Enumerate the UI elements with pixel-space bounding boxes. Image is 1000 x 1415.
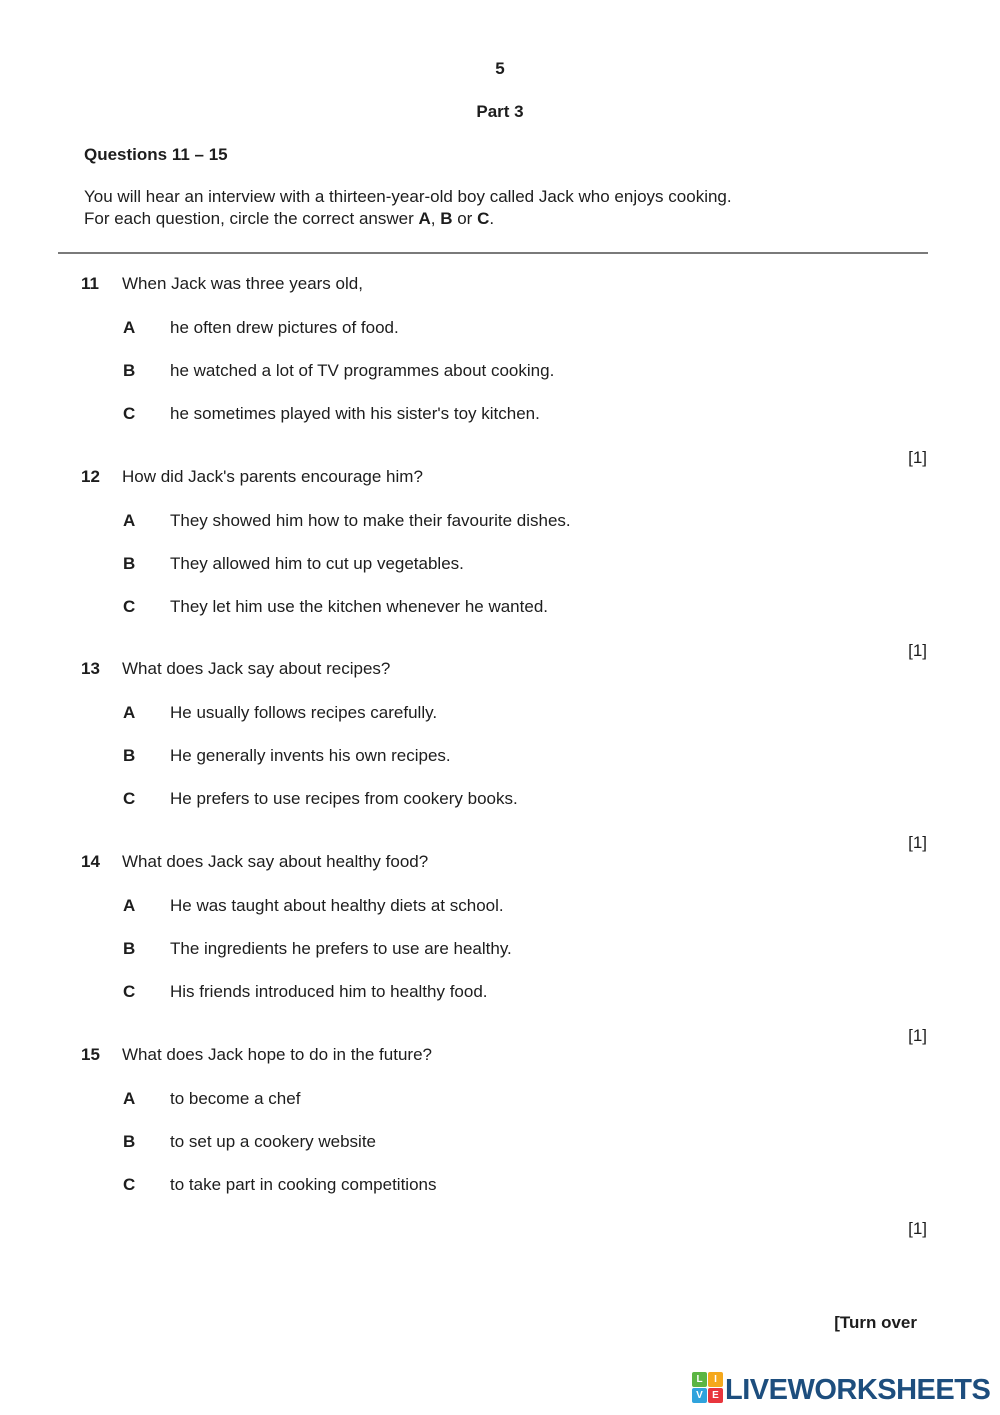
liveworksheets-logo-icon xyxy=(692,1372,723,1403)
option-text: They showed him how to make their favourite dishes. xyxy=(170,511,571,530)
question-12-head xyxy=(81,466,423,487)
page-number: 5 xyxy=(495,59,505,78)
question-14-option-a[interactable] xyxy=(123,895,504,916)
option-text: The ingredients he prefers to use are healthy. xyxy=(170,939,512,958)
logo-square-v: V xyxy=(692,1388,707,1403)
option-letter: B xyxy=(123,746,136,765)
option-text: He generally invents his own recipes. xyxy=(170,746,451,765)
option-text: He usually follows recipes carefully. xyxy=(170,703,438,722)
question-text: What does Jack hope to do in the future? xyxy=(122,1045,432,1064)
question-11-option-c[interactable] xyxy=(123,403,540,424)
option-text: They let him use the kitchen whenever he wanted. xyxy=(170,597,548,616)
question-number: 14 xyxy=(81,852,100,871)
horizontal-divider xyxy=(58,252,928,254)
logo-square-e: E xyxy=(708,1388,723,1403)
question-number: 13 xyxy=(81,659,100,678)
mark-badge: [1] xyxy=(908,641,927,660)
option-text: to take part in cooking competitions xyxy=(170,1175,437,1194)
question-text: What does Jack say about healthy food? xyxy=(122,852,429,871)
part-title: Part 3 xyxy=(476,102,524,121)
option-letter: C xyxy=(123,597,136,616)
question-12-option-a[interactable] xyxy=(123,510,571,531)
question-text: When Jack was three years old, xyxy=(122,274,363,293)
option-text: he watched a lot of TV programmes about cooking. xyxy=(170,361,555,380)
option-letter: A xyxy=(123,896,136,915)
option-letter: C xyxy=(123,404,136,423)
question-15-head xyxy=(81,1044,432,1065)
question-12-option-c[interactable] xyxy=(123,596,548,617)
question-11-option-b[interactable] xyxy=(123,360,554,381)
option-text: to become a chef xyxy=(170,1089,301,1108)
question-13-option-c[interactable] xyxy=(123,788,518,809)
question-number: 11 xyxy=(81,274,99,293)
questions-range-heading: Questions 11 – 15 xyxy=(84,145,228,164)
question-12-option-b[interactable] xyxy=(123,553,464,574)
question-11 xyxy=(81,273,927,465)
option-text: His friends introduced him to healthy food. xyxy=(170,982,488,1001)
mark-badge: [1] xyxy=(908,448,927,467)
question-text: How did Jack's parents encourage him? xyxy=(122,467,423,486)
mark-badge: [1] xyxy=(908,1026,927,1045)
option-letter: B xyxy=(123,1132,136,1151)
option-letter: A xyxy=(123,511,136,530)
question-14-option-b[interactable] xyxy=(123,938,512,959)
instructions-line1: You will hear an interview with a thirteen-year-old boy called Jack who enjoys cooking. xyxy=(84,187,732,206)
option-text: he sometimes played with his sister's toy kitchen. xyxy=(170,404,540,423)
option-text: He prefers to use recipes from cookery books. xyxy=(170,789,518,808)
logo-square-l: L xyxy=(692,1372,707,1387)
option-letter: B xyxy=(123,554,136,573)
question-number: 15 xyxy=(81,1045,100,1064)
option-letter: A xyxy=(123,318,136,337)
question-12 xyxy=(81,466,927,658)
instructions-line2: For each question, circle the correct answer A, B or C. xyxy=(84,208,495,228)
option-text: he often drew pictures of food. xyxy=(170,318,399,337)
option-text: They allowed him to cut up vegetables. xyxy=(170,554,464,573)
question-15-option-a[interactable] xyxy=(123,1088,300,1109)
question-text: What does Jack say about recipes? xyxy=(122,659,391,678)
question-11-option-a[interactable] xyxy=(123,317,399,338)
question-15-option-c[interactable] xyxy=(123,1174,436,1195)
turn-over-label: [Turn over xyxy=(834,1313,917,1332)
question-14-head xyxy=(81,851,428,872)
question-15 xyxy=(81,1044,927,1236)
question-15-option-b[interactable] xyxy=(123,1131,376,1152)
option-letter: A xyxy=(123,1089,136,1108)
question-13-option-a[interactable] xyxy=(123,702,437,723)
option-letter: B xyxy=(123,361,136,380)
option-text: to set up a cookery website xyxy=(170,1132,377,1151)
question-14-option-c[interactable] xyxy=(123,981,488,1002)
option-letter: C xyxy=(123,1175,136,1194)
option-letter: A xyxy=(123,703,136,722)
question-13-option-b[interactable] xyxy=(123,745,451,766)
question-13-head xyxy=(81,658,390,679)
question-13 xyxy=(81,658,927,850)
option-letter: C xyxy=(123,789,136,808)
option-letter: C xyxy=(123,982,136,1001)
question-number: 12 xyxy=(81,467,100,486)
question-14 xyxy=(81,851,927,1043)
liveworksheets-wordmark: LIVEWORKSHEETS xyxy=(725,1374,991,1406)
mark-badge: [1] xyxy=(908,1219,927,1238)
logo-square-i: I xyxy=(708,1372,723,1387)
mark-badge: [1] xyxy=(908,833,927,852)
option-letter: B xyxy=(123,939,136,958)
liveworksheets-logo xyxy=(692,1372,990,1406)
question-11-head xyxy=(81,273,363,294)
option-text: He was taught about healthy diets at school. xyxy=(170,896,504,915)
instructions xyxy=(84,186,844,229)
